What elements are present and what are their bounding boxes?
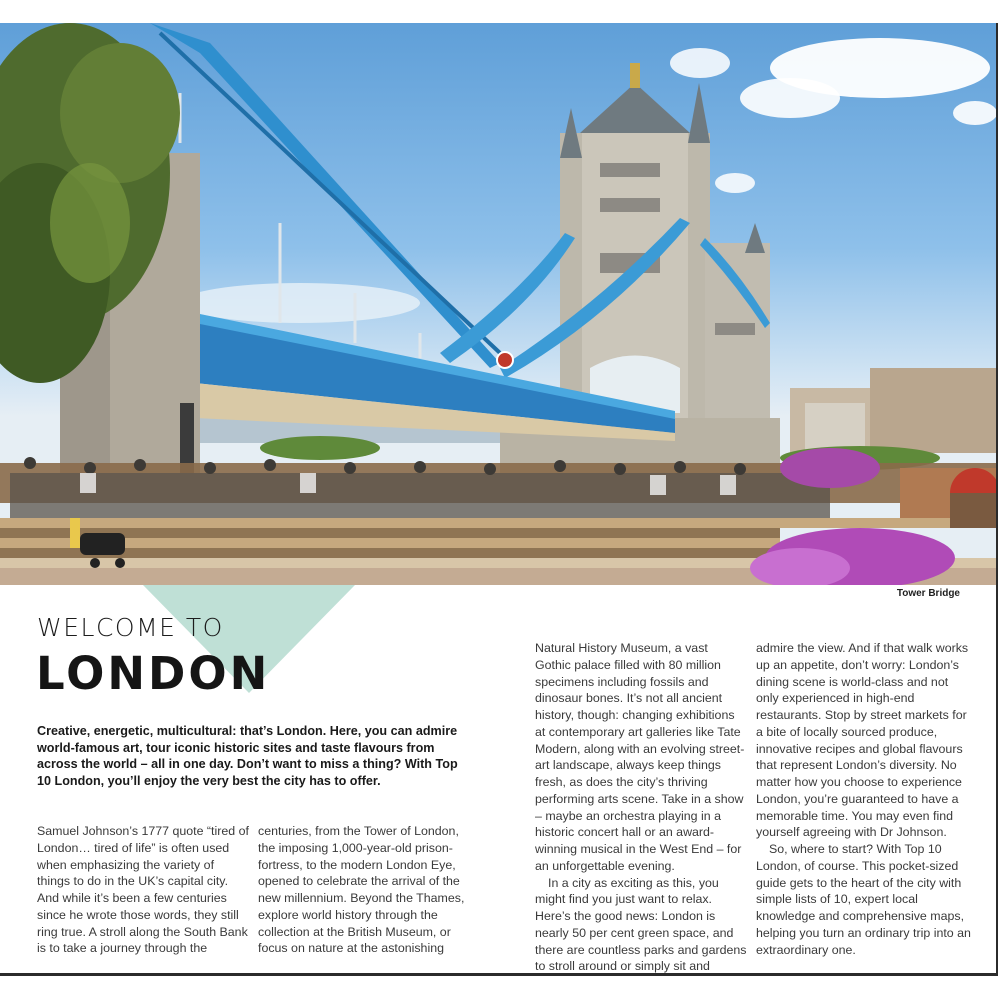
body-paragraph: So, where to start? With Top 10 London, of course. This pocket-sized guide gets to the heart of the city with simple lists of 10, expert local knowledge and comprehensive maps, helping you turn an ordinary trip into an extraordinary one. (756, 842, 971, 957)
body-column-1 (37, 823, 249, 957)
intro-paragraph: Creative, energetic, multicultural: that’s London. Here, you can admire world-famous art, tour iconic historic sites and taste flavours from across the world – all in one day. Don’t want to miss a thing? With Top 10 London, you’ll enjoy the very best the city has to offer. (37, 724, 458, 789)
guidebook-page (0, 23, 998, 976)
body-paragraph: Samuel Johnson’s 1777 quote “tired of London… tired of life” is often used when emphasizing the variety of things to do in the UK’s capital city. And while it’s been a few centuries since he wrote those words, they still ring true. A stroll along the South Bank is to take a journey through the (37, 824, 249, 956)
body-column-2 (258, 823, 473, 957)
page-title: LONDON (36, 647, 271, 700)
body-paragraph: In a city as exciting as this, you might find you just want to relax. Here’s the good news: London is nearly 50 per cent green space, and there are countless parks and gardens to stroll around or simply sit and (535, 875, 747, 974)
tower-bridge-photo (0, 23, 998, 585)
photo-caption: Tower Bridge (896, 588, 960, 599)
body-paragraph: centuries, from the Tower of London, the imposing 1,000-year-old prison-fortress, to the modern London Eye, opened to celebrate the arrival of the new millennium. Beyond the Thames, explore world history through the collection at the British Museum, or focus on nature at the astonishing (258, 824, 465, 956)
tower-bridge-illustration (0, 23, 998, 585)
body-paragraph: admire the view. And if that walk works up an appetite, don’t worry: London’s dining scene is world-class and not only experienced in high-end restaurants. Stop by street markets for a bite of locally sourced produce, innovative recipes and global flavours that represent London’s diversity. No matter how you choose to experience London, you’re guaranteed to have a memorable time. You may even find yourself agreeing with Dr Johnson. (756, 641, 969, 840)
body-column-3 (535, 640, 747, 975)
body-column-4 (756, 640, 971, 958)
title-kicker: WELCOME TO (37, 613, 224, 642)
body-paragraph: Natural History Museum, a vast Gothic palace filled with 80 million specimens including fossils and dinosaur bones. It’s not all ancient history, though: changing exhibitions at contemporary art galleries like Tate Modern, along with an evolving street-art landscape, always keep things fresh, as does the city’s thriving performing arts scene. Take in a show – maybe an orchestra playing in a historic concert hall or an award-winning musical in the West End – for an unforgettable evening. (535, 641, 745, 873)
